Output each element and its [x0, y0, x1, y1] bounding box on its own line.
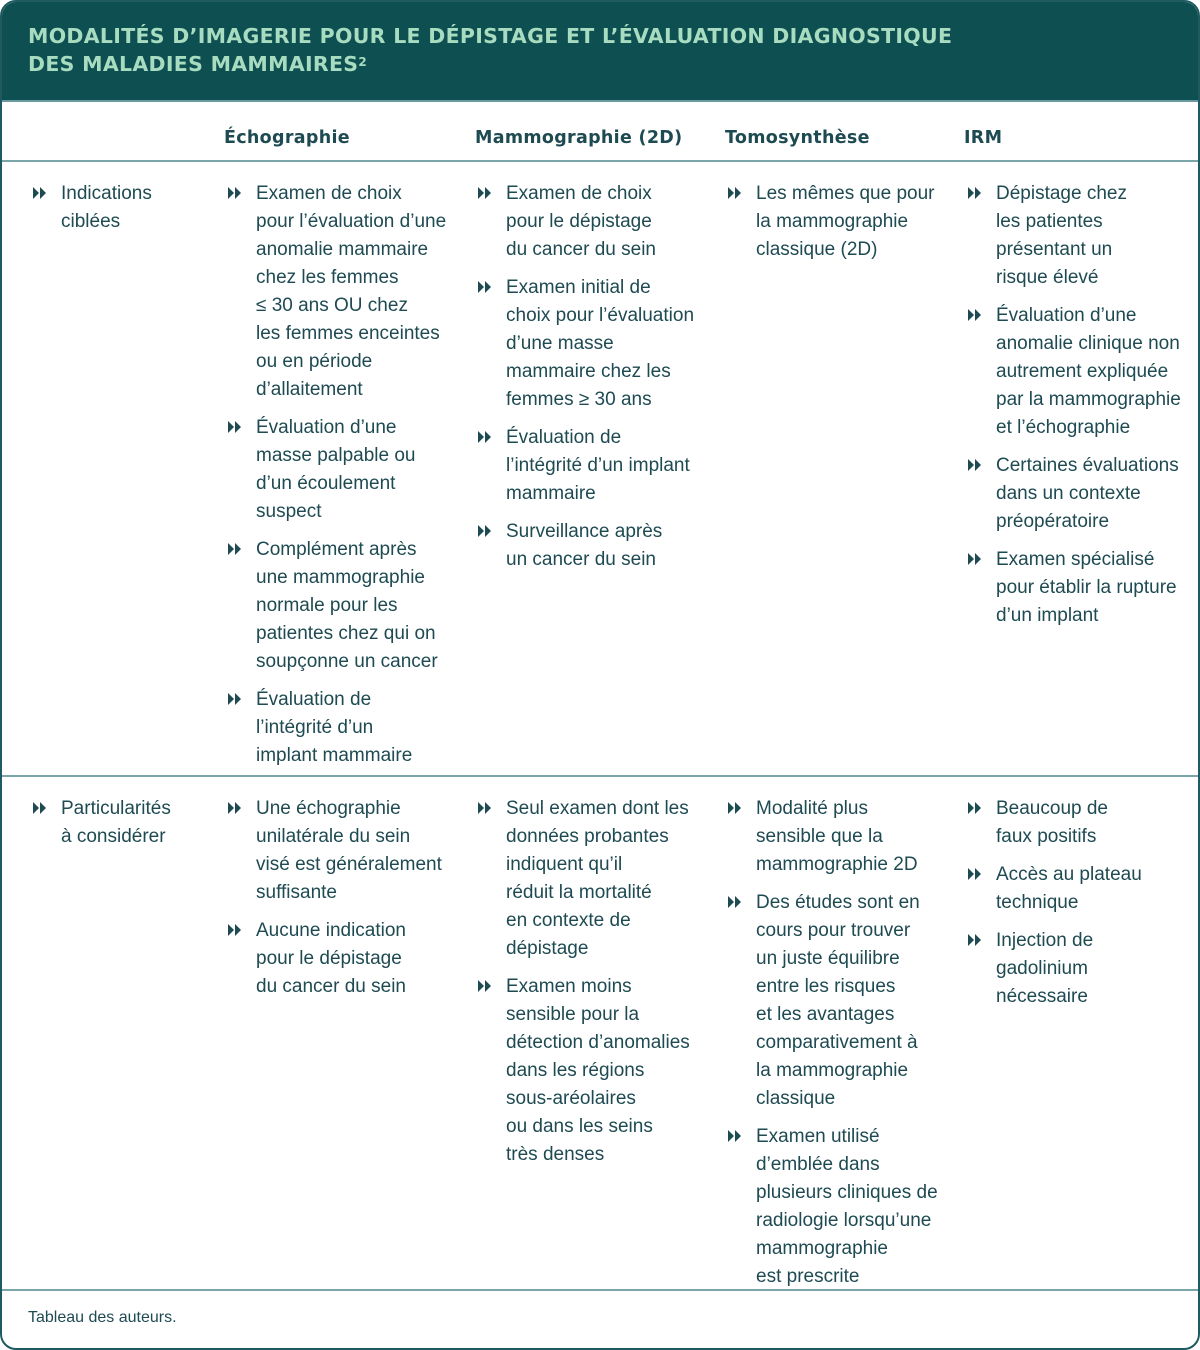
list-item — [728, 1123, 938, 1291]
list-item-text: Surveillance après un cancer du sein — [506, 521, 663, 570]
double-chevron-right-icon — [478, 187, 494, 201]
list-item — [478, 518, 694, 574]
cell-tomosynthese — [728, 180, 935, 274]
list-item-text: Des études sont en cours pour trouver un juste équilibre entre les risques et les avantages comparativement à la mammographie classique — [756, 892, 920, 1109]
double-chevron-right-icon — [968, 459, 984, 473]
list-item-text: Une échographie unilatérale du sein visé est généralement suffisante — [256, 798, 442, 903]
list-item-text: Examen moins sensible pour la détection d’anomalies dans les régions sous-aréolaires ou dans les seins très denses — [506, 976, 690, 1165]
cell-tomosynthese — [728, 795, 938, 1301]
double-chevron-right-icon — [228, 421, 244, 435]
table-row-particularites — [2, 777, 1198, 1291]
list-item-text: Injection de gadolinium nécessaire — [996, 930, 1094, 1007]
double-chevron-right-icon — [968, 553, 984, 567]
comparison-table — [2, 102, 1198, 1291]
list-item-text: Examen initial de choix pour l’évaluation d’une masse mammaire chez les femmes ≥ 30 ans — [506, 277, 695, 410]
list-item — [228, 795, 442, 907]
column-header-mammographie: Mammographie (2D) — [475, 128, 683, 148]
double-chevron-right-icon — [228, 924, 244, 938]
double-chevron-right-icon — [728, 1130, 744, 1144]
cell-irm — [968, 180, 1181, 640]
list-item-text: Examen de choix pour l’évaluation d’une anomalie mammaire chez les femmes ≤ 30 ans OU chez les femmes enceintes ou en période d’allaitement — [256, 183, 447, 400]
list-item-text: Examen de choix pour le dépistage du cancer du sein — [506, 183, 656, 260]
double-chevron-right-icon — [968, 187, 984, 201]
double-chevron-right-icon — [228, 693, 244, 707]
row-label-cell — [33, 180, 152, 246]
list-item — [478, 274, 694, 414]
double-chevron-right-icon — [478, 525, 494, 539]
list-item — [228, 414, 446, 526]
row-label: Indications ciblées — [33, 180, 152, 236]
list-item-text: Modalité plus sensible que la mammographie 2D — [756, 798, 918, 875]
list-item — [968, 452, 1181, 536]
double-chevron-right-icon — [968, 802, 984, 816]
double-chevron-right-icon — [228, 187, 244, 201]
list-item — [728, 795, 938, 879]
list-item — [478, 424, 694, 508]
list-item-text: Certaines évaluations dans un contexte préopératoire — [996, 455, 1179, 532]
double-chevron-right-icon — [728, 802, 744, 816]
list-item-text: Évaluation d’une anomalie clinique non autrement expliquée par la mammographie et l’échographie — [996, 305, 1181, 438]
list-item-text: Évaluation de l’intégrité d’un implant mammaire — [506, 427, 690, 504]
double-chevron-right-icon — [478, 980, 494, 994]
double-chevron-right-icon — [478, 802, 494, 816]
double-chevron-right-icon — [228, 802, 244, 816]
table-source-note: Tableau des auteurs. — [28, 1309, 177, 1326]
list-item — [228, 917, 442, 1001]
list-item — [478, 180, 694, 264]
double-chevron-right-icon — [968, 309, 984, 323]
list-item-text: Dépistage chez les patientes présentant un risque élevé — [996, 183, 1127, 288]
list-item — [728, 180, 935, 264]
cell-echographie — [228, 180, 446, 780]
double-chevron-right-icon — [968, 934, 984, 948]
row-label-cell — [33, 795, 171, 861]
cell-echographie — [228, 795, 442, 1011]
list-item-text: Aucune indication pour le dépistage du cancer du sein — [256, 920, 406, 997]
list-item-text: Les mêmes que pour la mammographie classique (2D) — [756, 183, 935, 260]
list-item — [228, 686, 446, 770]
double-chevron-right-icon — [478, 431, 494, 445]
cell-mammographie — [478, 795, 690, 1179]
title-line-2: DES MALADIES MAMMAIRES — [28, 52, 359, 76]
cell-irm — [968, 795, 1142, 1021]
list-item-text: Examen utilisé d’emblée dans plusieurs cliniques de radiologie lorsqu’une mammographie est prescrite — [756, 1126, 938, 1287]
table-title — [28, 22, 1172, 78]
list-item — [968, 180, 1181, 292]
list-item-text: Accès au plateau technique — [996, 864, 1142, 913]
double-chevron-right-icon — [33, 187, 49, 201]
column-header-echographie: Échographie — [224, 128, 350, 148]
double-chevron-right-icon — [228, 543, 244, 557]
list-item-text: Beaucoup de faux positifs — [996, 798, 1108, 847]
double-chevron-right-icon — [728, 187, 744, 201]
list-item — [968, 927, 1142, 1011]
double-chevron-right-icon — [968, 868, 984, 882]
double-chevron-right-icon — [478, 281, 494, 295]
list-item-text: Examen spécialisé pour établir la rupture d’un implant — [996, 549, 1177, 626]
row-label: Particularités à considérer — [33, 795, 171, 851]
column-header-irm: IRM — [964, 128, 1003, 148]
title-line-1: MODALITÉS D’IMAGERIE POUR LE DÉPISTAGE ET L’ÉVALUATION DIAGNOSTIQUE — [28, 24, 953, 48]
cell-mammographie — [478, 180, 694, 584]
list-item — [478, 973, 690, 1169]
column-header-row — [2, 102, 1198, 162]
title-footnote-ref: 2 — [358, 55, 368, 69]
list-item-text: Seul examen dont les données probantes indiquent qu’il réduit la mortalité en contexte de dépistage — [506, 798, 689, 959]
table-row-indications — [2, 162, 1198, 777]
list-item — [968, 546, 1181, 630]
list-item — [968, 795, 1142, 851]
list-item — [968, 302, 1181, 442]
double-chevron-right-icon — [33, 802, 49, 816]
list-item — [728, 889, 938, 1113]
list-item-text: Évaluation d’une masse palpable ou d’un écoulement suspect — [256, 417, 416, 522]
list-item-text: Évaluation de l’intégrité d’un implant mammaire — [256, 689, 413, 766]
list-item — [478, 795, 690, 963]
table-header — [2, 2, 1198, 102]
column-header-tomosynthese: Tomosynthèse — [725, 128, 870, 148]
list-item — [968, 861, 1142, 917]
double-chevron-right-icon — [728, 896, 744, 910]
list-item-text: Complément après une mammographie normale pour les patientes chez qui on soupçonne un cancer — [256, 539, 438, 672]
list-item — [228, 536, 446, 676]
list-item — [228, 180, 446, 404]
